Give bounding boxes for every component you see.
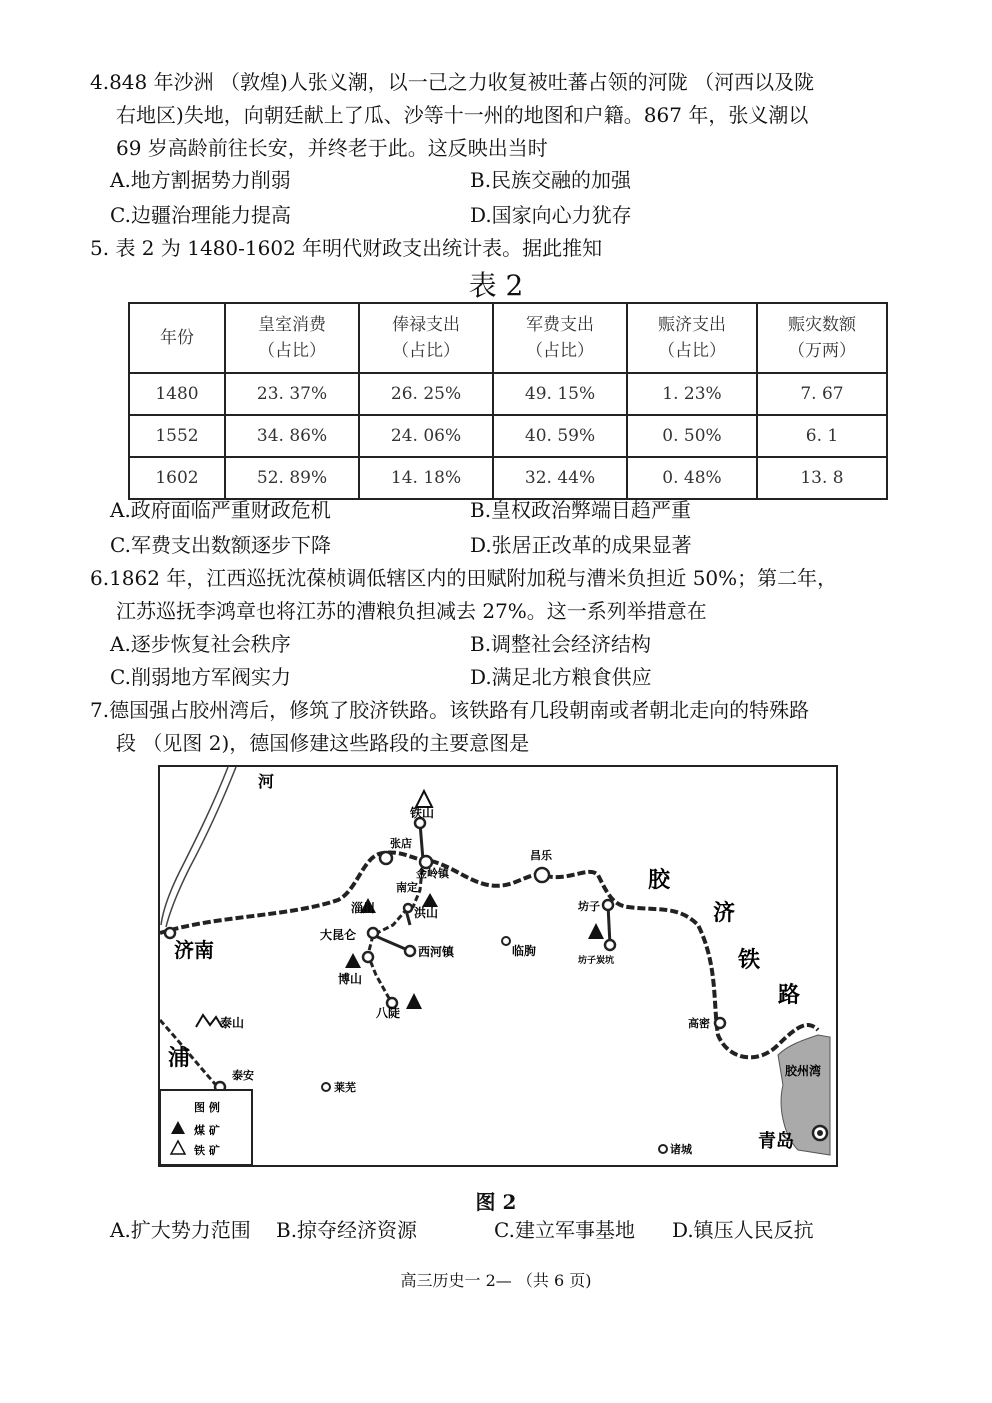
label-zichuan: 淄川: [351, 901, 376, 915]
label-jinan: 济南: [174, 938, 214, 962]
label-dakunlun: 大昆仑: [320, 928, 357, 942]
table-cell: 52. 89%: [225, 457, 359, 499]
q5-option-d[interactable]: D.张居正改革的成果显著: [470, 533, 692, 557]
label-gaomi: 高密: [688, 1017, 710, 1030]
q5-option-c[interactable]: C.军费支出数额逐步下降: [110, 533, 331, 557]
q4-option-b[interactable]: B.民族交融的加强: [470, 168, 632, 192]
header-relief-amount-unit: （万两）: [787, 341, 856, 361]
table-cell: 1602: [129, 457, 225, 499]
header-salary-label: 俸禄支出: [392, 315, 460, 335]
q5-line-1: 5. 表 2 为 1480-1602 年明代财政支出统计表。据此推知: [90, 236, 603, 260]
q7-option-d[interactable]: D.镇压人民反抗: [672, 1218, 814, 1242]
label-changle: 昌乐: [530, 849, 552, 862]
header-relief-amount: [757, 303, 887, 373]
label-taian: 泰安: [232, 1069, 254, 1082]
q7-option-b[interactable]: B.掠夺经济资源: [276, 1218, 418, 1242]
header-royal-label: 皇室消费: [258, 315, 326, 335]
label-zhucheng: 诸城: [670, 1143, 692, 1156]
question-4-stem: [90, 66, 920, 165]
q4-line-1: 4.848 年沙洲 （敦煌)人张义潮，以一己之力收复被吐蕃占领的河陇 （河西以及陇: [90, 70, 815, 94]
table-cell: 14. 18%: [359, 457, 493, 499]
table-cell: 1480: [129, 373, 225, 415]
label-qingdao: 青岛: [758, 1131, 794, 1152]
label-nanding: 南定: [396, 881, 418, 894]
table-cell: 0. 50%: [627, 415, 757, 457]
q5-option-a[interactable]: A.政府面临严重财政危机: [110, 498, 331, 522]
q6-option-c[interactable]: C.削弱地方军阀实力: [110, 665, 291, 689]
q4-option-a[interactable]: A.地方割据势力削弱: [110, 168, 291, 192]
table-cell: 1. 23%: [627, 373, 757, 415]
finance-table: [128, 302, 888, 500]
legend-title: 图 例: [194, 1101, 220, 1114]
table-cell: 32. 44%: [493, 457, 627, 499]
q6-option-b[interactable]: B.调整社会经济结构: [470, 632, 652, 656]
label-laiwu: 莱芜: [334, 1081, 356, 1094]
table-cell: 24. 06%: [359, 415, 493, 457]
label-zhangdian: 张店: [390, 837, 412, 850]
table-cell: 7. 67: [757, 373, 887, 415]
table-row: [129, 373, 887, 415]
label-tieshan: 铁山: [410, 806, 435, 820]
table-title: 表 2: [468, 269, 524, 302]
label-balu: 八陡: [376, 1006, 401, 1020]
table-cell: 34. 86%: [225, 415, 359, 457]
header-year: [129, 303, 225, 373]
header-royal-unit: （占比）: [258, 341, 326, 361]
header-salary-unit: （占比）: [392, 341, 460, 361]
legend-coal-label: 煤 矿: [194, 1124, 220, 1137]
q7-line-2: 段 （见图 2)，德国修建这些路段的主要意图是: [116, 731, 530, 755]
qingdao-dot: [817, 1130, 823, 1136]
table-cell: 13. 8: [757, 457, 887, 499]
header-royal: [225, 303, 359, 373]
q4-line-2: 右地区)失地，向朝廷献上了瓜、沙等十一州的地图和户籍。867 年，张义潮以: [116, 103, 809, 127]
label-taishan: 泰山: [220, 1016, 245, 1030]
table-cell: 6. 1: [757, 415, 887, 457]
river-label: 河: [258, 772, 275, 791]
header-relief-label: 赈济支出: [657, 315, 726, 335]
question-6-stem: [90, 562, 920, 628]
q6-option-d[interactable]: D.满足北方粮食供应: [470, 665, 652, 689]
railway-char-2: 济: [713, 901, 736, 926]
table-cell: 49. 15%: [493, 373, 627, 415]
header-military: [493, 303, 627, 373]
header-relief-amount-label: 赈灾数额: [787, 315, 856, 335]
label-fangzi-mine: 坊子炭坑: [578, 956, 615, 966]
table-cell: 1552: [129, 415, 225, 457]
table-cell: 40. 59%: [493, 415, 627, 457]
table-cell: 26. 25%: [359, 373, 493, 415]
q5-option-b[interactable]: B.皇权政治弊端日趋严重: [470, 498, 692, 522]
legend-iron-label: 铁 矿: [194, 1144, 220, 1157]
header-relief-unit: （占比）: [657, 341, 726, 361]
q4-option-d[interactable]: D.国家向心力犹存: [470, 203, 632, 227]
table-cell: 0. 48%: [627, 457, 757, 499]
page-footer: 高三历史一 2— （共 6 页): [400, 1271, 592, 1290]
railway-char-4: 路: [778, 983, 801, 1008]
header-military-unit: （占比）: [526, 341, 594, 361]
label-hongshan: 洪山: [414, 906, 439, 920]
railway-map: [158, 765, 838, 1167]
header-relief: [627, 303, 757, 373]
table-cell: 23. 37%: [225, 373, 359, 415]
figure-caption: 图 2: [475, 1190, 517, 1214]
map-frame: [159, 766, 837, 1166]
header-military-label: 军费支出: [526, 315, 594, 335]
label-linqu: 临朐: [512, 944, 537, 958]
table-row: [129, 415, 887, 457]
q7-option-c[interactable]: C.建立军事基地: [494, 1218, 635, 1242]
label-fangzi: 坊子: [578, 900, 600, 913]
label-jinlingzhen: 金岭镇: [416, 867, 449, 880]
railway-char-1: 胶: [648, 868, 671, 893]
table-row: [129, 457, 887, 499]
q6-option-a[interactable]: A.逐步恢复社会秩序: [110, 632, 291, 656]
header-salary: [359, 303, 493, 373]
q6-line-1: 6.1862 年，江西巡抚沈葆桢调低辖区内的田赋附加税与漕米负担近 50%；第二年，: [90, 566, 838, 590]
map-legend: [160, 1090, 252, 1165]
label-xiheizhen: 西河镇: [418, 945, 455, 959]
label-pukou: 浦: [168, 1046, 191, 1071]
question-5-stem: [90, 232, 920, 265]
q4-line-3: 69 岁高龄前往长安，并终老于此。这反映出当时: [116, 136, 548, 160]
header-year-label: 年份: [160, 328, 194, 348]
q7-line-1: 7.德国强占胶州湾后，修筑了胶济铁路。该铁路有几段朝南或者朝北走向的特殊路: [90, 698, 810, 722]
label-jiaozhouwan: 胶州湾: [785, 1064, 822, 1078]
q7-option-a[interactable]: A.扩大势力范围: [110, 1218, 251, 1242]
q4-option-c[interactable]: C.边疆治理能力提高: [110, 203, 291, 227]
railway-char-3: 铁: [738, 948, 761, 973]
q6-line-2: 江苏巡抚李鸿章也将江苏的漕粮负担减去 27%。这一系列举措意在: [116, 599, 707, 623]
question-7-stem: [90, 694, 920, 760]
label-boshan: 博山: [338, 972, 363, 986]
table-header-row: [129, 303, 887, 373]
